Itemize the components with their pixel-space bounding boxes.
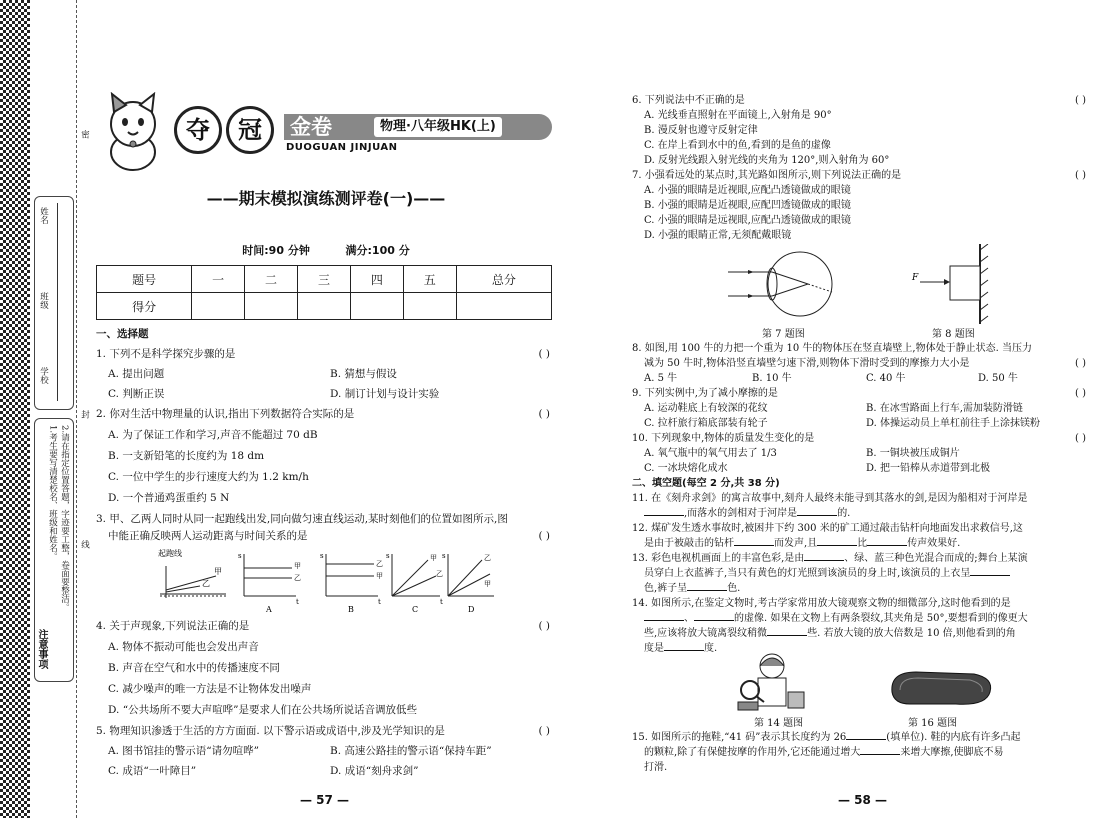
magnifier-scientist-illustration	[732, 652, 812, 712]
force-label: F	[912, 273, 919, 283]
score-cell: 得分	[97, 293, 192, 320]
fill-blank[interactable]	[734, 535, 774, 546]
option[interactable]: D. 反射光线跟入射光线的夹角为 120°,则入射角为 60°	[644, 155, 890, 166]
yi-label: 乙	[294, 574, 301, 582]
question-12: 12. 煤矿发生透水事故时,被困井下约 300 米的矿工通过敲击钻杆向地面发出求救信号,这	[632, 523, 1023, 534]
fig8-caption: 第 8 题图	[932, 329, 975, 340]
logo-char-1: 夺	[174, 106, 222, 154]
option[interactable]: A. 提出问题	[108, 368, 165, 380]
question-text: 6. 下列说法中不正确的是	[632, 95, 745, 106]
question-text: 13. 彩色电视机画面上的丰富色彩,是由	[632, 553, 805, 564]
axis-s: s	[386, 552, 390, 560]
question-4	[96, 618, 556, 635]
left-column	[96, 326, 556, 796]
question-text: 、绿、蓝三种色光混合而成的;舞台上某演	[844, 553, 1028, 564]
score-input-cell[interactable]	[350, 293, 403, 320]
question-text: 7. 小强看远处的某点时,其光路如图所示,则下列说法正确的是	[632, 170, 902, 181]
cut-line	[76, 0, 77, 818]
graph-label: D	[468, 605, 475, 614]
fig14-caption: 第 14 题图	[754, 718, 804, 729]
axis-t: t	[440, 598, 443, 606]
answer-blank[interactable]: ( )	[1075, 95, 1086, 106]
page-number-left: — 57 —	[300, 793, 350, 807]
field-class-label: 班级	[38, 292, 49, 309]
option[interactable]: B. 高速公路挂的警示语“保持车距”	[330, 745, 492, 757]
student-info-box	[34, 196, 74, 410]
question-text: 比	[857, 538, 868, 549]
option[interactable]: A. 图书馆挂的警示语“请勿喧哗”	[108, 745, 259, 757]
question-text: 1. 下列不是科学探究步骤的是	[96, 348, 236, 360]
notice-box	[34, 418, 74, 682]
question-text: 的虚像. 如果在文物上有两条裂纹,其夹角是 50°,要想看到的像更大	[734, 613, 1028, 624]
axis-s: s	[442, 552, 446, 560]
question-text: 来增大摩擦,使脚底不易	[900, 747, 1004, 758]
axis-s: s	[238, 552, 242, 560]
exam-time: 时间:90 分钟	[242, 244, 310, 257]
fill-blank[interactable]	[687, 580, 727, 591]
option[interactable]: D. 成语“刻舟求剑”	[330, 765, 419, 777]
option[interactable]: C. 判断正误	[108, 388, 165, 400]
question-text: 、	[684, 613, 694, 624]
answer-blank[interactable]: ( )	[538, 530, 550, 542]
option[interactable]: D. 把一铅棒从赤道带到北极	[866, 463, 991, 474]
graph-label: C	[412, 605, 419, 614]
field-name-label: 姓名	[38, 207, 49, 224]
yi-label: 乙	[376, 560, 383, 568]
question-text: (填单位). 鞋的内底有许多凸起	[886, 732, 1021, 743]
question-1	[96, 346, 556, 363]
section-heading: 一、选择题	[96, 328, 149, 340]
field-school-label: 学校	[38, 367, 49, 384]
score-value-row	[97, 293, 552, 320]
graph-option-d[interactable]	[442, 552, 494, 614]
question-text: 是由于被敲击的钻杆	[644, 538, 734, 549]
question-text: 的颗粒,除了有保健按摩的作用外,它还能通过增大	[644, 747, 861, 758]
question-text: 色.	[727, 583, 741, 594]
option[interactable]: D. 制订计划与设计实验	[330, 388, 440, 400]
answer-blank[interactable]: ( )	[538, 620, 550, 632]
question-8: 8. 如图,用 100 牛的力把一个重为 10 牛的物体压在竖直墙壁上,物体处于静止状态. 当压力	[632, 343, 1032, 354]
seal-mark-1: 密	[79, 130, 90, 139]
yi-label: 乙	[436, 570, 443, 578]
question-text: 3. 甲、乙两人同时从同一起跑线出发,同向做匀速直线运动,某时刻他们的位置如图所示,图	[96, 513, 508, 525]
question-text: 10. 下列现象中,物体的质量发生变化的是	[632, 433, 815, 444]
graph-option-b[interactable]	[320, 552, 383, 614]
option[interactable]: A. 光线垂直照射在平面镜上,入射角是 90°	[644, 110, 832, 121]
jia-label: 甲	[430, 554, 437, 562]
answer-blank[interactable]: ( )	[1075, 388, 1086, 399]
seal-mark-3: 线	[79, 540, 90, 549]
option[interactable]: C. 在岸上看到水中的鱼,看到的是鱼的虚像	[644, 140, 831, 151]
fill-blank[interactable]	[867, 535, 907, 546]
eye-diagram	[728, 244, 838, 324]
option[interactable]: C. 成语“一叶障目”	[108, 765, 197, 777]
answer-blank[interactable]: ( )	[538, 348, 550, 360]
option[interactable]: A. 氧气瓶中的氧气用去了 1/3	[644, 448, 777, 459]
fill-blank[interactable]	[804, 550, 844, 561]
score-cell: 一	[192, 266, 245, 293]
logo-char-2: 冠	[226, 106, 274, 154]
option[interactable]: B. 小强的眼睛是近视眼,应配凹透镜做成的眼镜	[644, 200, 851, 211]
answer-blank[interactable]: ( )	[1075, 170, 1086, 181]
question-text: 色,裤子呈	[644, 583, 688, 594]
option[interactable]: B. 在冰雪路面上行车,需加装防滑链	[866, 403, 1023, 414]
answer-blank[interactable]: ( )	[538, 408, 550, 420]
graph-label: A	[266, 605, 272, 614]
option[interactable]: B. 猜想与假设	[330, 368, 397, 380]
fill-blank[interactable]	[817, 535, 857, 546]
fig16-caption: 第 16 题图	[908, 718, 958, 729]
exam-title: ——期末模拟演练测评卷(一)——	[206, 189, 446, 208]
option[interactable]: C. 减少噪声的唯一方法是不让物体发出噪声	[108, 683, 312, 695]
question-text: 而发声,且	[774, 538, 818, 549]
logo-band	[284, 114, 552, 140]
fill-blank[interactable]	[767, 625, 807, 636]
option[interactable]: C. 40 牛	[866, 373, 906, 384]
fill-blank[interactable]	[644, 505, 684, 516]
option[interactable]: D. 体操运动员上单杠前往手上涂抹镁粉	[866, 418, 1041, 429]
score-input-cell[interactable]	[245, 293, 298, 320]
question-text: 9. 下列实例中,为了减小摩擦的是	[632, 388, 778, 399]
score-cell: 题号	[97, 266, 192, 293]
score-cell: 总分	[456, 266, 551, 293]
option[interactable]: B. 一支新铅笔的长度约为 18 dm	[108, 450, 265, 462]
option[interactable]: A. 为了保证工作和学习,声音不能超过 70 dB	[108, 429, 318, 441]
score-cell: 二	[245, 266, 298, 293]
notice-1: 1.考生要写清楚校名、班级和姓名。	[47, 425, 58, 561]
fill-line	[57, 203, 58, 401]
right-column	[632, 92, 1092, 792]
graph-option-c[interactable]	[386, 552, 443, 614]
yi-label: 乙	[202, 579, 210, 588]
question-text: 员穿白上衣蓝裤子,当只有黄色的灯光照到该演员的身上时,该演员的上衣呈	[644, 568, 971, 579]
brand-logo	[98, 92, 554, 172]
fill-blank[interactable]	[664, 640, 704, 651]
score-cell: 三	[298, 266, 351, 293]
logo-gold: 金卷	[290, 115, 332, 139]
logo-subject: 物理·八年级HK(上)	[374, 117, 502, 137]
answer-blank[interactable]: ( )	[538, 725, 550, 737]
axis-s: s	[320, 552, 324, 560]
option[interactable]: A. 5 牛	[644, 373, 678, 384]
q3-figure	[156, 546, 496, 614]
question-text: 传声效果好.	[907, 538, 961, 549]
question-3-line2	[108, 528, 556, 545]
question-14: 14. 如图所示,在鉴定文物时,考古学家常用放大镜观察文物的细微部分,这时他看到的是	[632, 598, 1011, 609]
start-line-label: 起跑线	[158, 549, 182, 558]
option[interactable]: B. 一铜块被压成铜片	[866, 448, 960, 459]
notice-label: 注意事项	[36, 629, 47, 669]
fig7-caption: 第 7 题图	[762, 329, 805, 340]
option[interactable]: D. “公共场所不要大声喧哗”是要求人们在公共场所说话音调放低些	[108, 704, 417, 716]
score-cell: 五	[403, 266, 456, 293]
question-14-line4	[644, 640, 1092, 657]
score-input-cell[interactable]	[192, 293, 245, 320]
question-text: 减为 50 牛时,物体沿竖直墙壁匀速下滑,则物体下滑时受到的摩擦力大小是	[644, 358, 970, 369]
option[interactable]: A. 小强的眼睛是近视眼,应配凸透镜做成的眼镜	[644, 185, 851, 196]
score-header-row	[97, 266, 552, 293]
option[interactable]: B. 漫反射也遵守反射定律	[644, 125, 758, 136]
score-table	[96, 265, 552, 320]
option[interactable]: D. 50 牛	[978, 373, 1018, 384]
jia-label: 甲	[484, 580, 491, 588]
question-text: 的.	[837, 508, 851, 519]
option[interactable]: C. 一位中学生的步行速度大约为 1.2 km/h	[108, 471, 309, 483]
cat-mascot-icon	[100, 92, 166, 172]
answer-blank[interactable]: ( )	[1075, 433, 1086, 444]
axis-t: t	[296, 598, 299, 606]
score-input-cell[interactable]	[456, 293, 551, 320]
question-text: 5. 物理知识渗透于生活的方方面面. 以下警示语或成语中,涉及光学知识的是	[96, 725, 445, 737]
question-text: 2. 你对生活中物理量的认识,指出下列数据符合实际的是	[96, 408, 355, 420]
question-11: 11. 在《刻舟求剑》的寓言故事中,刻舟人最终未能寻到其落水的剑,是因为船相对于河岸是	[632, 493, 1028, 504]
option[interactable]: B. 10 牛	[752, 373, 792, 384]
score-input-cell[interactable]	[298, 293, 351, 320]
exam-meta	[96, 242, 556, 258]
exam-score: 满分:100 分	[345, 244, 410, 257]
page-number-right: — 58 —	[838, 793, 888, 807]
notice-2: 2.请在指定位置答题，字迹要工整，卷面要整洁。	[59, 425, 70, 612]
question-text: 些,应该将放大镜离裂纹稍微	[644, 628, 768, 639]
jia-label: 甲	[214, 567, 222, 576]
section-heading: 二、填空题(每空 2 分,共 38 分)	[632, 478, 780, 489]
option[interactable]: D. 小强的眼睛正常,无须配戴眼镜	[644, 230, 792, 241]
option[interactable]: A. 运动鞋底上有较深的花纹	[644, 403, 768, 414]
option[interactable]: C. 一冰块熔化成水	[644, 463, 728, 474]
score-input-cell[interactable]	[403, 293, 456, 320]
fill-blank[interactable]	[860, 744, 900, 755]
question-3	[96, 511, 556, 528]
option[interactable]: B. 声音在空气和水中的传播速度不同	[108, 662, 280, 674]
binding-pattern	[0, 0, 30, 818]
logo-pinyin: DUOGUAN JINJUAN	[286, 142, 398, 153]
option[interactable]: D. 一个普通鸡蛋重约 5 N	[108, 492, 230, 504]
question-text: 度.	[704, 643, 718, 654]
option[interactable]: C. 小强的眼睛是远视眼,应配凸透镜做成的眼镜	[644, 215, 851, 226]
yi-label: 乙	[484, 554, 491, 562]
fill-blank[interactable]	[694, 610, 734, 621]
fill-blank[interactable]	[644, 610, 684, 621]
fill-blank[interactable]	[797, 505, 837, 516]
question-15-line3: 打滑.	[644, 762, 668, 773]
wall-block-diagram	[910, 244, 1000, 324]
question-text: 些. 若放大镜的放大倍数是 10 倍,则他看到的角	[807, 628, 1016, 639]
score-cell: 四	[350, 266, 403, 293]
option[interactable]: A. 物体不振动可能也会发出声音	[108, 641, 259, 653]
question-text: 中能正确反映两人运动距离与时间关系的是	[108, 530, 308, 542]
graph-option-a[interactable]	[238, 552, 301, 614]
jia-label: 甲	[376, 572, 383, 580]
slipper-illustration	[886, 666, 996, 710]
question-5	[96, 723, 556, 740]
question-text: ,而落水的剑相对于河岸是	[684, 508, 798, 519]
answer-blank[interactable]: ( )	[1075, 358, 1086, 369]
axis-t: t	[378, 598, 381, 606]
graph-label: B	[348, 605, 354, 614]
question-text: 4. 关于声现象,下列说法正确的是	[96, 620, 250, 632]
question-text: 15. 如图所示的拖鞋,“41 码”表示其长度约为 26	[632, 732, 847, 743]
seal-mark-2: 封	[79, 410, 90, 419]
fill-blank[interactable]	[846, 729, 886, 740]
question-text: 度是	[644, 643, 664, 654]
fill-blank[interactable]	[970, 565, 1010, 576]
question-2	[96, 406, 556, 423]
option[interactable]: C. 拉杆旅行箱底部装有轮子	[644, 418, 768, 429]
jia-label: 甲	[294, 562, 301, 570]
